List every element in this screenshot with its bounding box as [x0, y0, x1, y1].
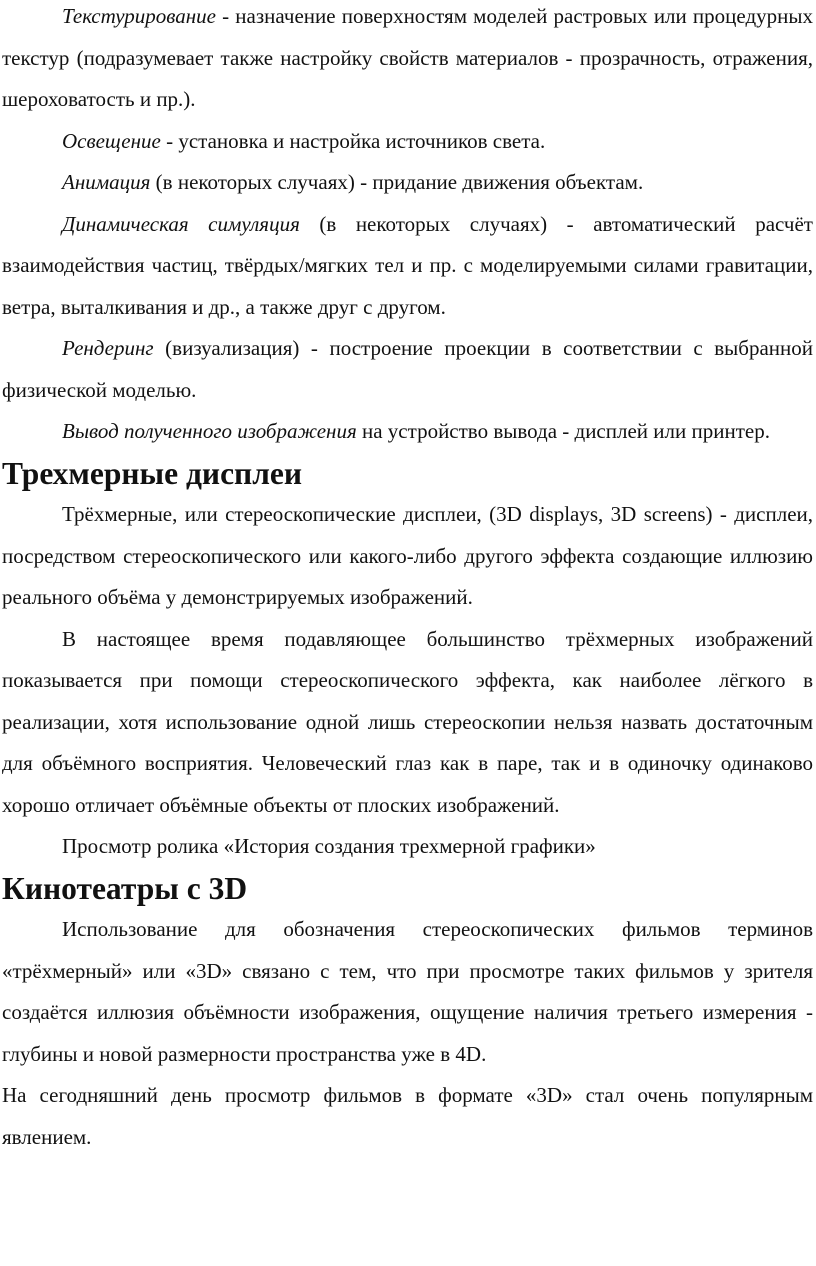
paragraph-texturing: [2, 0, 813, 121]
paragraph-video-note: Просмотр ролика «История создания трехмерной графики»: [62, 834, 596, 858]
term-rendering: Рендеринг: [62, 336, 154, 360]
definition-dynamic-simulation: (в некоторых случаях) - автоматический расчёт взаимодействия частиц, твёрдых/мягких тел и пр. с моделируемыми силами гравитации, ветра, выталкивания и др., а также друг с другом.: [2, 211, 813, 319]
section-heading-3d-displays: Трехмерные дисплеи: [2, 455, 303, 491]
section-heading-3d-cinemas: Кинотеатры с 3D: [2, 870, 248, 906]
paragraph-animation: [2, 162, 813, 204]
term-dynamic-simulation: Динамическая симуляция: [62, 211, 300, 236]
definition-texturing: - назначение поверхностям моделей растровых или процедурных текстур (подразумевает также настройку свойств материалов - прозрачность, отражения, шероховатость и пр.).: [2, 4, 813, 111]
paragraph-3d-popularity: На сегодняшний день просмотр фильмов в формате «3D» стал очень популярным явлением.: [2, 1083, 813, 1149]
paragraph-rendering: [2, 328, 813, 411]
paragraph-3d-displays-definition: Трёхмерные, или стереоскопические дисплеи, (3D displays, 3D screens) - дисплеи, посредством стереоскопического или какого-либо другого эффекта создающие иллюзию реального объёма у демонстрируемых изображений.: [2, 502, 813, 609]
paragraph-dynamic-simulation: [2, 204, 813, 329]
paragraph-stereoscopic-effect: В настоящее время подавляющее большинство трёхмерных изображений показывается при помощи стереоскопического эффекта, как наиболее лёгкого в реализации, хотя использование одной лишь стереоскопии нельзя назвать достаточным для объёмного восприятия. Человеческий глаз как в паре, так и в одиночку одинаково хорошо отличает объёмные объекты от плоских изображений.: [2, 626, 813, 817]
paragraph-3d-terminology: Использование для обозначения стереоскопических фильмов терминов «трёхмерный» или «3D» связано с тем, что при просмотре таких фильмов у зрителя создаётся иллюзия объёмности изображения, ощущение наличия третьего измерения - глубины и новой размерности пространства уже в 4D.: [2, 917, 813, 1066]
paragraph-output: [2, 411, 813, 453]
term-texturing: Текстурирование: [62, 4, 216, 28]
definition-output: на устройство вывода - дисплей или принтер.: [356, 419, 770, 443]
definition-animation: (в некоторых случаях) - придание движения объектам.: [150, 170, 644, 194]
paragraph-lighting: [2, 121, 813, 163]
definition-rendering: (визуализация) - построение проекции в соответствии с выбранной физической моделью.: [2, 336, 813, 402]
term-lighting: Освещение: [62, 128, 161, 153]
term-animation: Анимация: [62, 170, 151, 194]
definition-lighting: - установка и настройка источников света.: [160, 128, 546, 153]
term-output: Вывод полученного изображения: [62, 419, 357, 443]
